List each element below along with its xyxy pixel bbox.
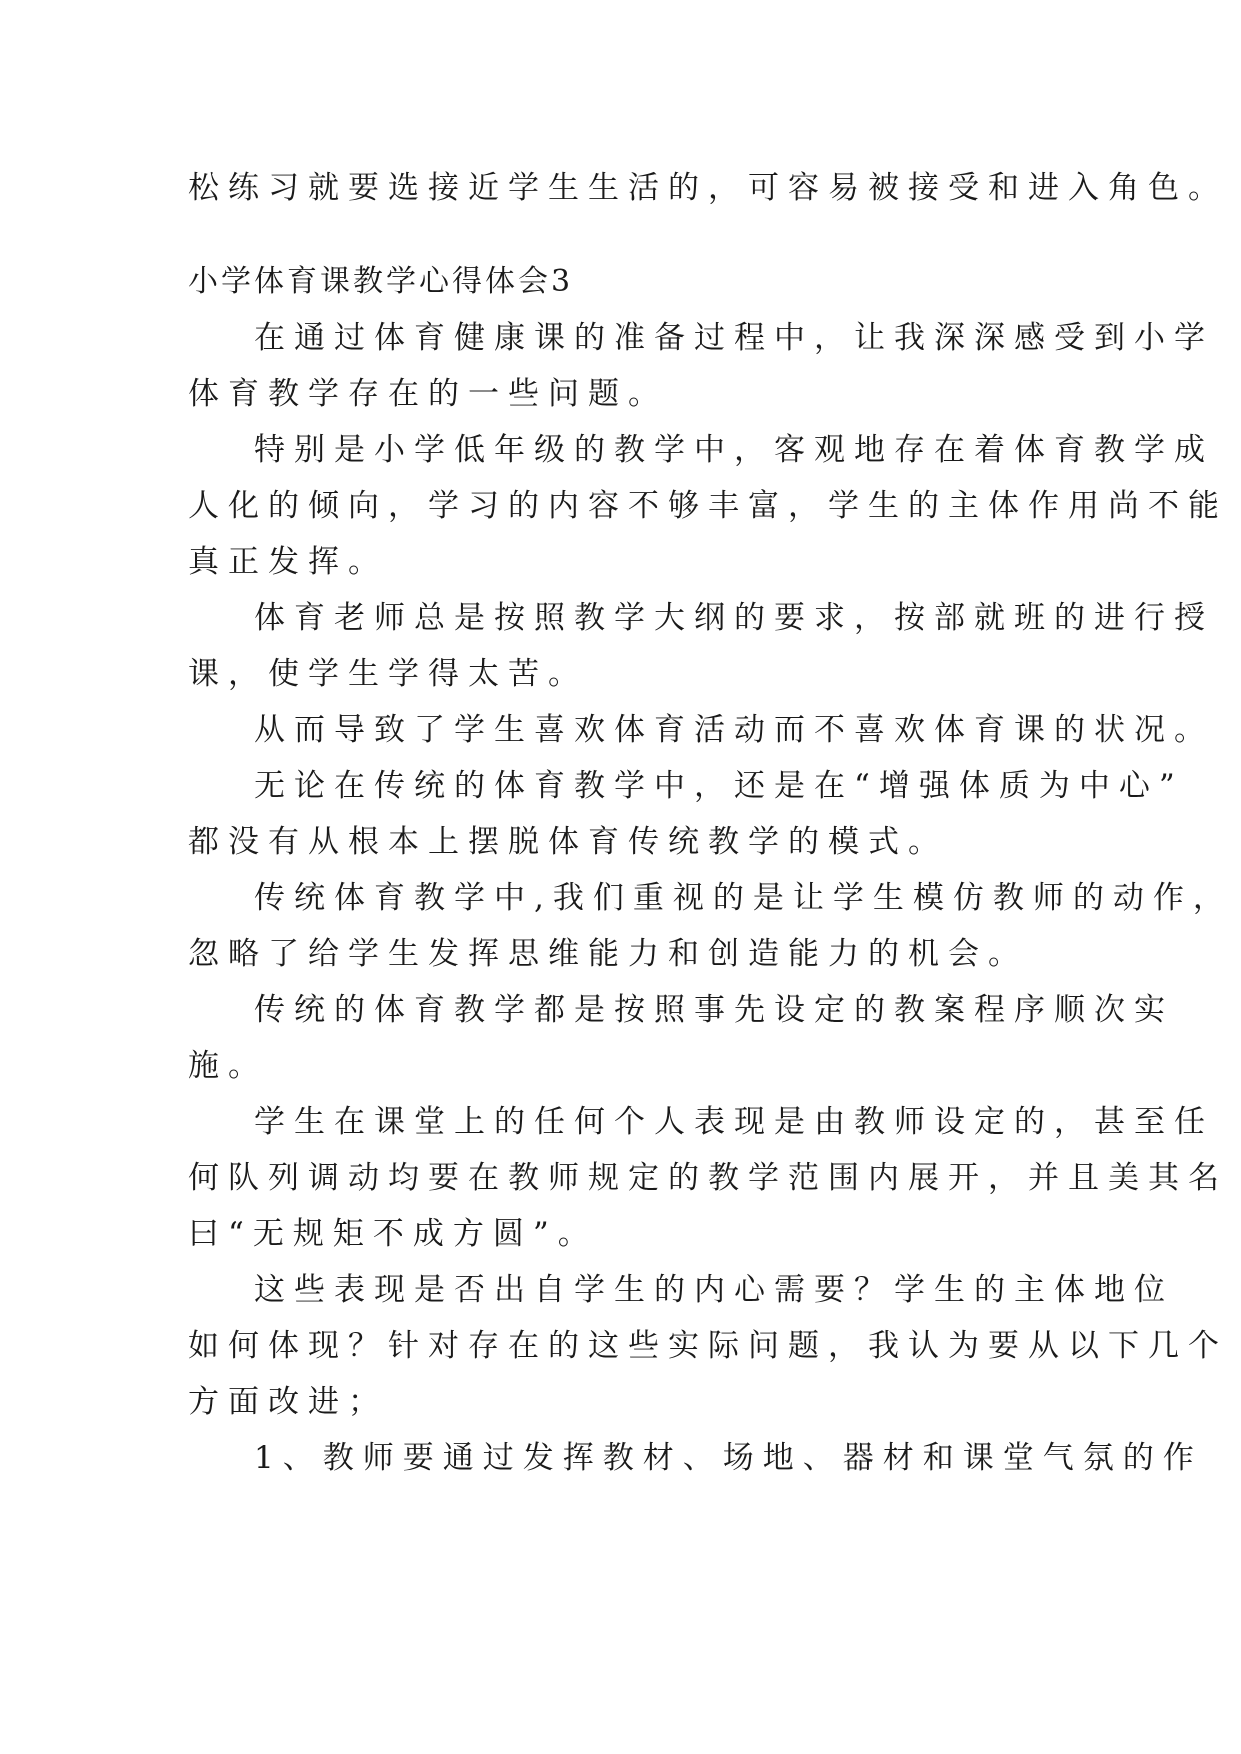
paragraph [188, 1430, 1203, 1486]
paragraph [188, 1094, 1228, 1262]
paragraph-line: 无论在传统的体育教学中，还是在“增强体质为中心” [254, 768, 1184, 804]
paragraph-line: 传统体育教学中,我们重视的是让学生模仿教师的动作， [254, 880, 1233, 916]
paragraph-line: 这些表现是否出自学生的内心需要？学生的主体地位 [254, 1272, 1174, 1308]
section-title: 小学体育课教学心得体会3 [188, 264, 574, 299]
paragraph-line: 方面改进； [188, 1384, 388, 1420]
paragraph [188, 982, 1174, 1094]
paragraph [188, 1262, 1228, 1430]
paragraph-line: 曰“无规矩不成方圆”。 [188, 1216, 598, 1252]
paragraph [188, 702, 1214, 758]
paragraph-line: 特别是小学低年级的教学中，客观地存在着体育教学成 [254, 432, 1214, 468]
paragraph-line: 体育老师总是按照教学大纲的要求，按部就班的进行授 [254, 600, 1214, 636]
paragraph-line: 体育教学存在的一些问题。 [188, 376, 668, 412]
paragraph-line: 在通过体育健康课的准备过程中，让我深深感受到小学 [254, 320, 1214, 356]
paragraph-line: 从而导致了学生喜欢体育活动而不喜欢体育课的状况。 [254, 712, 1214, 748]
paragraph-line: 真正发挥。 [188, 544, 388, 580]
paragraph [188, 310, 1214, 422]
paragraph-line: 何队列调动均要在教师规定的教学范围内展开，并且美其名 [188, 1160, 1228, 1196]
paragraph-line: 传统的体育教学都是按照事先设定的教案程序顺次实 [254, 992, 1174, 1028]
paragraph-line: 施。 [188, 1048, 268, 1084]
paragraph-line: 课，使学生学得太苦。 [188, 656, 588, 692]
paragraph-line: 学生在课堂上的任何个人表现是由教师设定的，甚至任 [254, 1104, 1214, 1140]
continuation-line: 松练习就要选接近学生生活的，可容易被接受和进入角色。 [188, 170, 1228, 206]
paragraph-line: 忽略了给学生发挥思维能力和创造能力的机会。 [188, 936, 1028, 972]
paragraph-line: 如何体现？针对存在的这些实际问题，我认为要从以下几个 [188, 1328, 1228, 1364]
paragraph [188, 758, 1184, 870]
section-spacer [188, 216, 1068, 254]
paragraph [188, 422, 1228, 590]
paragraph-line: 1、教师要通过发挥教材、场地、器材和课堂气氛的作 [254, 1440, 1203, 1476]
paragraph-line: 人化的倾向，学习的内容不够丰富，学生的主体作用尚不能 [188, 488, 1228, 524]
paragraph-line: 都没有从根本上摆脱体育传统教学的模式。 [188, 824, 948, 860]
paragraph [188, 590, 1214, 702]
paragraph [188, 870, 1233, 982]
document-body [188, 160, 1233, 1486]
